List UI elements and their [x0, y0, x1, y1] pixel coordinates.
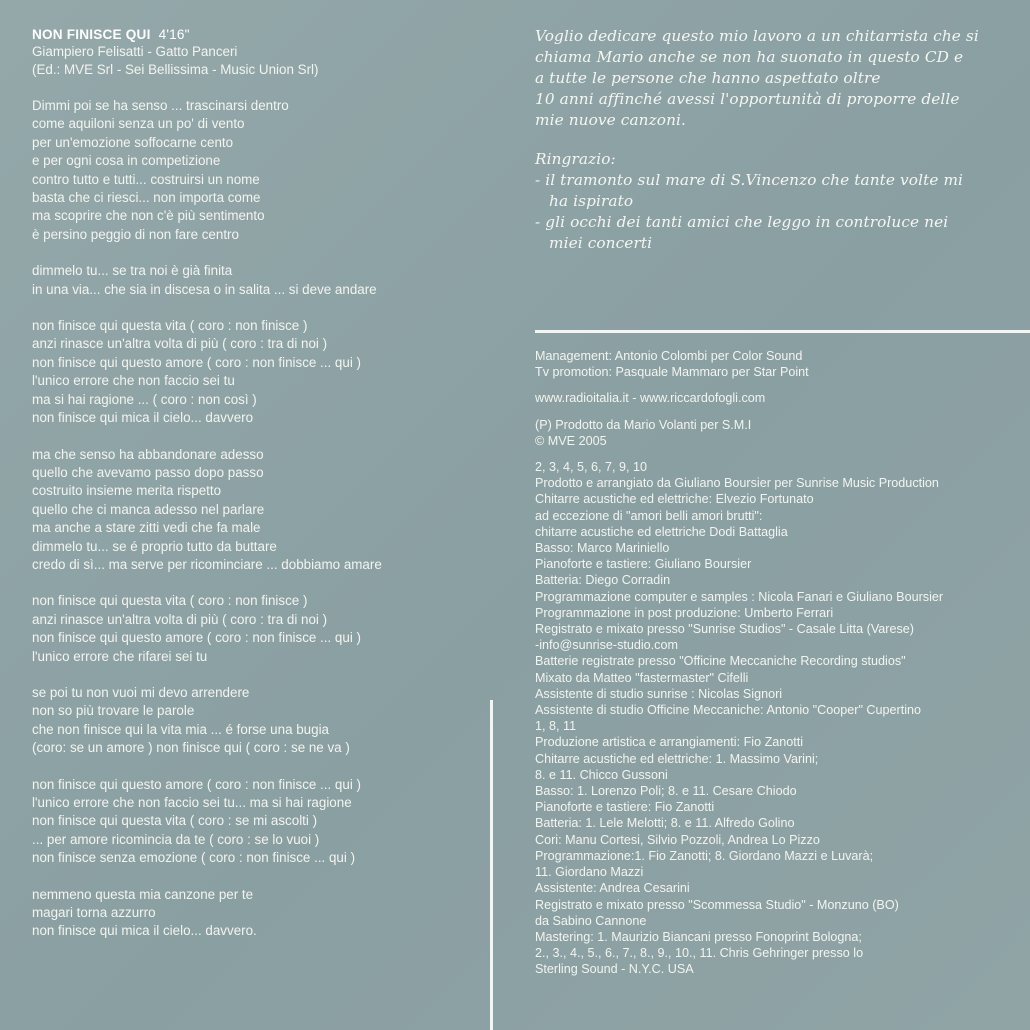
credit-line: Batterie registrate presso "Officine Meccaniche Recording studios": [535, 654, 906, 669]
lyrics-column: [32, 26, 502, 941]
lyric-line: se poi tu non vuoi mi devo arrendere: [32, 684, 250, 700]
song-edition: (Ed.: MVE Srl - Sei Bellissima - Music Union Srl): [32, 62, 319, 77]
lyric-line: magari torna azzurro: [32, 905, 156, 921]
dedication-line: a tutte le persone che hanno aspettato oltre: [535, 69, 881, 87]
lyric-line: non so più trovare le parole: [32, 703, 195, 719]
lyric-line: nemmeno questa mia canzone per te: [32, 886, 254, 902]
lyrics-stanza: [32, 317, 502, 427]
credit-line: Assistente di studio sunrise : Nicolas Signori: [535, 686, 783, 701]
credit-line: Basso: 1. Lorenzo Poli; 8. e 11. Cesare Chiodo: [535, 784, 797, 799]
lyrics-stanza: [32, 684, 502, 758]
credit-line: www.radioitalia.it - www.riccardofogli.com: [535, 391, 766, 406]
lyric-line: e per ogni cosa in competizione: [32, 153, 221, 169]
credit-line: ad eccezione di "amori belli amori brutti":: [535, 508, 763, 523]
credit-line: Produzione artistica e arrangiamenti: Fio Zanotti: [535, 735, 804, 750]
lyrics-stanza: [32, 97, 502, 244]
lyric-line: Dimmi poi se ha senso ... trascinarsi dentro: [32, 98, 289, 113]
lyric-line: non finisce qui questo amore ( coro : non finisce ... qui ): [32, 776, 361, 792]
lyric-line: costruito insieme merita rispetto: [32, 483, 222, 499]
lyric-line: l'unico errore che non faccio sei tu: [32, 373, 235, 389]
lyric-line: non finisce senza emozione ( coro : non finisce ... qui ): [32, 850, 356, 866]
credit-line: chitarre acustiche ed elettriche Dodi Battaglia: [535, 524, 788, 539]
lyric-line: che non finisce qui la vita mia ... é forse una bugia: [32, 721, 330, 737]
lyrics-stanza: [32, 446, 502, 575]
credit-line: Pianoforte e tastiere: Giuliano Boursier: [535, 557, 752, 572]
lyric-line: ... per amore ricomincia da te ( coro : se lo vuoi ): [32, 831, 320, 847]
lyric-line: non finisce qui questa vita ( coro : se mi ascolti ): [32, 813, 318, 829]
lyrics-stanza: [32, 592, 502, 666]
credit-line: Registrato e mixato presso "Scommessa Studio" - Monzuno (BO): [535, 897, 899, 912]
credit-line: Cori: Manu Cortesi, Silvio Pozzoli, Andrea Lo Pizzo: [535, 832, 820, 847]
lyrics-stanza: [32, 776, 502, 868]
credit-line: Programmazione:1. Fio Zanotti; 8. Giordano Mazzi e Luvarà;: [535, 848, 874, 863]
dedication-line: 10 anni affinché avessi l'opportunità di proporre delle: [535, 90, 960, 108]
lyrics-body: [32, 97, 502, 941]
dedication-line: Voglio dedicare questo mio lavoro a un chitarrista che si: [535, 27, 979, 45]
credit-line: Batteria: 1. Lele Melotti; 8. e 11. Alfredo Golino: [535, 816, 795, 831]
credits-gap: [535, 380, 1025, 390]
credit-line: 2, 3, 4, 5, 6, 7, 9, 10: [535, 460, 648, 475]
lyric-line: contro tutto e tutti... costruirsi un nome: [32, 171, 260, 187]
lyric-line: ma anche a stare zitti vedi che fa male: [32, 520, 261, 536]
thanks-line: - gli occhi dei tanti amici che leggo in controluce nei: [535, 213, 949, 231]
credit-line: Assistente: Andrea Cesarini: [535, 881, 690, 896]
dedication-line: mie nuove canzoni.: [535, 111, 686, 129]
lyric-line: non finisce qui mica il cielo... davvero.: [32, 923, 257, 939]
credits-gap: [535, 407, 1025, 417]
lyric-line: come aquiloni senza un po' di vento: [32, 116, 245, 132]
lyric-line: l'unico errore che non faccio sei tu... ma si hai ragione: [32, 795, 352, 810]
credit-line: Chitarre acustiche ed elettriche: 1. Massimo Varini;: [535, 751, 819, 766]
song-title: NON FINISCE QUI: [32, 27, 151, 42]
vertical-divider: [490, 700, 493, 1030]
credit-line: Registrato e mixato presso "Sunrise Studios" - Casale Litta (Varese): [535, 622, 914, 637]
lyric-line: non finisce qui questo amore ( coro : non finisce ... qui ): [32, 630, 361, 646]
thanks-line: ha ispirato: [549, 192, 634, 210]
thanks-line: - il tramonto sul mare di S.Vincenzo che tante volte mi: [535, 171, 964, 189]
credit-line: 1, 8, 11: [535, 719, 577, 734]
credit-line: Pianoforte e tastiere: Fio Zanotti: [535, 800, 715, 815]
credit-line: 11. Giordano Mazzi: [535, 865, 644, 880]
credit-line: Chitarre acustiche ed elettriche: Elvezio Fortunato: [535, 492, 814, 507]
lyric-line: anzi rinasce un'altra volta di più ( coro : tra di noi ): [32, 611, 328, 627]
lyric-line: quello che ci manca adesso nel parlare: [32, 501, 265, 517]
credit-line: © MVE 2005: [535, 433, 607, 448]
lyric-line: ma che senso ha abbandonare adesso: [32, 446, 264, 462]
dedication-line: chiama Mario anche se non ha suonato in questo CD e: [535, 48, 964, 66]
horizontal-divider: [535, 330, 1030, 333]
lyric-line: in una via... che sia in discesa o in salita ... si deve andare: [32, 281, 377, 297]
lyric-line: dimmelo tu... se tra noi è già finita: [32, 263, 233, 279]
lyric-line: credo di sì... ma serve per ricominciare ... dobbiamo amare: [32, 556, 382, 572]
credit-line: Programmazione in post produzione: Umberto Ferrari: [535, 605, 834, 620]
credit-line: Management: Antonio Colombi per Color Sound: [535, 349, 803, 363]
lyric-line: (coro: se un amore ) non finisce qui ( coro : se ne va ): [32, 740, 350, 756]
credit-line: Mastering: 1. Maurizio Biancani presso Fonoprint Bologna;: [535, 929, 862, 944]
lyrics-stanza: [32, 262, 502, 299]
credit-line: Programmazione computer e samples : Nicola Fanari e Giuliano Boursier: [535, 589, 944, 604]
credit-line: (P) Prodotto da Mario Volanti per S.M.I: [535, 417, 752, 432]
lyric-line: non finisce qui questa vita ( coro : non finisce ): [32, 593, 308, 609]
credit-line: Tv promotion: Pasquale Mammaro per Star Point: [535, 365, 809, 380]
song-title-line: [32, 26, 502, 43]
credit-line: 2., 3., 4., 5., 6., 7., 8., 9., 10., 11. Chris Gehringer presso lo: [535, 946, 864, 961]
song-duration: 4'16": [158, 27, 190, 42]
song-authors: Giampiero Felisatti - Gatto Panceri: [32, 44, 238, 59]
credit-line: Mixato da Matteo "fastermaster" Cifelli: [535, 670, 749, 685]
credit-line: 8. e 11. Chicco Gussoni: [535, 767, 668, 782]
lyric-line: ma scoprire che non c'è più sentimento: [32, 208, 265, 224]
lyric-line: basta che ci riesci... non importa come: [32, 190, 261, 206]
thanks-heading: Ringrazio:: [535, 150, 616, 168]
lyric-line: anzi rinasce un'altra volta di più ( coro : tra di noi ): [32, 336, 328, 352]
lyric-line: è persino peggio di non fare centro: [32, 226, 239, 242]
lyrics-stanza: [32, 886, 502, 941]
credit-line: Batteria: Diego Corradin: [535, 573, 671, 588]
thanks-line: miei concerti: [549, 234, 653, 252]
credit-line: da Sabino Cannone: [535, 913, 647, 928]
credit-line: Basso: Marco Mariniello: [535, 541, 670, 556]
credit-line: -info@sunrise-studio.com: [535, 638, 678, 653]
thanks-list: [535, 170, 1015, 254]
credit-line: Sterling Sound - N.Y.C. USA: [535, 962, 694, 977]
credits-gap: [535, 449, 1025, 459]
dedication-text: [535, 26, 1015, 131]
lyric-line: non finisce qui mica il cielo... davvero: [32, 410, 254, 426]
lyric-line: ma si hai ragione ... ( coro : non così ): [32, 391, 257, 407]
lyric-line: non finisce qui questo amore ( coro : non finisce ... qui ): [32, 354, 361, 370]
credit-line: Prodotto e arrangiato da Giuliano Boursier per Sunrise Music Production: [535, 476, 939, 491]
lyric-line: non finisce qui questa vita ( coro : non finisce ): [32, 318, 308, 334]
lyric-line: dimmelo tu... se é proprio tutto da buttare: [32, 538, 277, 554]
dedication-column: [535, 26, 1015, 254]
lyric-line: per un'emozione soffocarne cento: [32, 134, 234, 150]
production-credits: [535, 348, 1025, 978]
lyric-line: l'unico errore che rifarei sei tu: [32, 648, 208, 664]
credit-line: Assistente di studio Officine Meccaniche: Antonio "Cooper" Cupertino: [535, 703, 922, 718]
lyric-line: quello che avevamo passo dopo passo: [32, 464, 264, 480]
